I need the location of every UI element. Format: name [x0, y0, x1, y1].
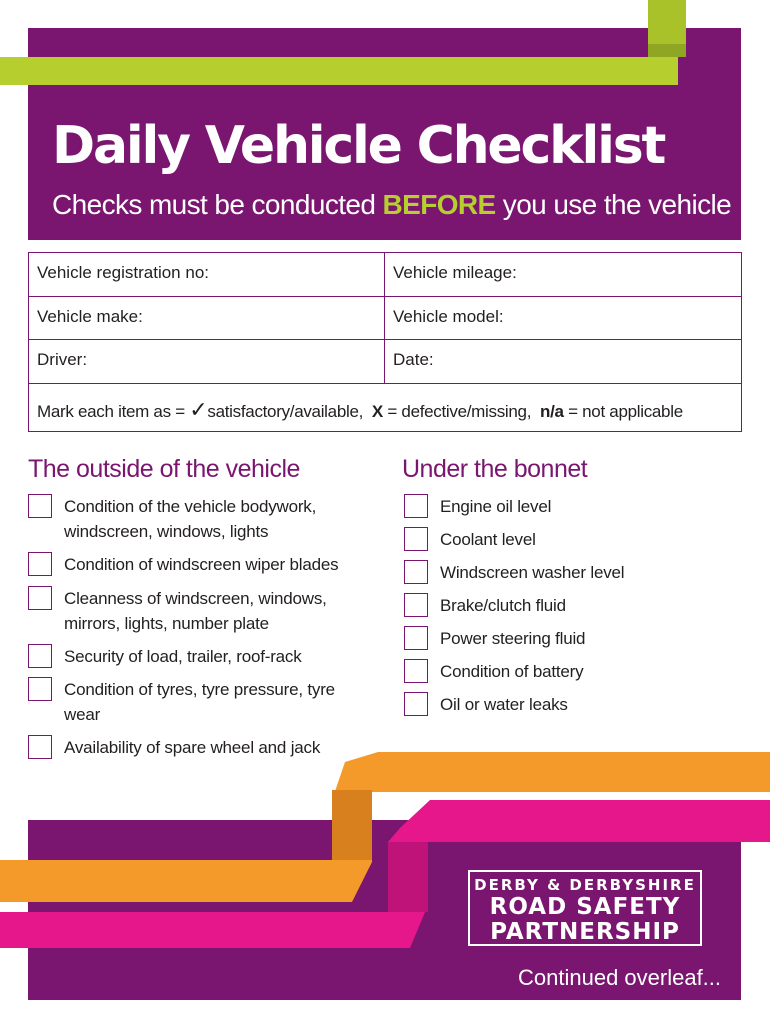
check-item-label: Security of load, trailer, roof-rack [64, 647, 302, 666]
check-item-label: Power steering fluid [440, 629, 586, 648]
check-item-label: Condition of battery [440, 662, 584, 681]
date-field[interactable]: Date: [393, 350, 434, 369]
continued-overleaf-text: Continued overleaf... [518, 965, 722, 990]
legend-defective: = defective/missing, [382, 402, 532, 421]
label-line: Condition of the vehicle bodywork, [64, 497, 317, 516]
check-item-label: Condition of windscreen wiper blades [64, 555, 339, 574]
check-item-label: Coolant level [440, 530, 536, 549]
check-item-label: Brake/clutch fluid [440, 596, 566, 615]
legend-na-mark: n/a [539, 402, 564, 421]
legend-prefix: Mark each item as = [37, 402, 190, 421]
legend-satisfactory: satisfactory/available, [207, 402, 364, 421]
label-line: windscreen, windows, lights [64, 522, 269, 541]
partnership-logo [468, 870, 702, 946]
label-line: Condition of tyres, tyre pressure, tyre [64, 680, 335, 699]
model-field[interactable]: Vehicle model: [393, 307, 504, 326]
check-mark-icon: ✓ [189, 398, 208, 423]
make-field[interactable]: Vehicle make: [29, 297, 385, 339]
label-line: wear [64, 705, 101, 724]
subtitle-emphasis: BEFORE [382, 189, 496, 220]
orange-ribbon-fold [332, 790, 372, 860]
subtitle-text-after: you use the vehicle [495, 189, 732, 220]
check-item-label: Oil or water leaks [440, 695, 568, 714]
logo-line-3: PARTNERSHIP [490, 919, 680, 945]
legend-not-applicable: = not applicable [563, 402, 683, 421]
registration-field[interactable]: Vehicle registration no: [29, 253, 385, 296]
subtitle-text-before: Checks must be conducted [52, 189, 383, 220]
label-line: mirrors, lights, number plate [64, 614, 269, 633]
mileage-field[interactable]: Vehicle mileage: [393, 263, 517, 282]
pink-ribbon-fold [388, 842, 428, 912]
check-item-label: Availability of spare wheel and jack [64, 738, 321, 757]
logo-line-2: ROAD SAFETY [489, 894, 681, 920]
logo-line-1: DERBY & DERBYSHIRE [474, 876, 696, 894]
legend-x-mark: X [371, 402, 383, 421]
outside-section-title: The outside of the vehicle [28, 455, 300, 483]
label-line: Cleanness of windscreen, windows, [64, 589, 327, 608]
page-title: Daily Vehicle Checklist [52, 116, 665, 176]
driver-field[interactable]: Driver: [29, 340, 385, 383]
bonnet-section-title: Under the bonnet [402, 455, 588, 483]
check-item-label: Engine oil level [440, 497, 552, 516]
check-item-label: Windscreen washer level [440, 563, 625, 582]
